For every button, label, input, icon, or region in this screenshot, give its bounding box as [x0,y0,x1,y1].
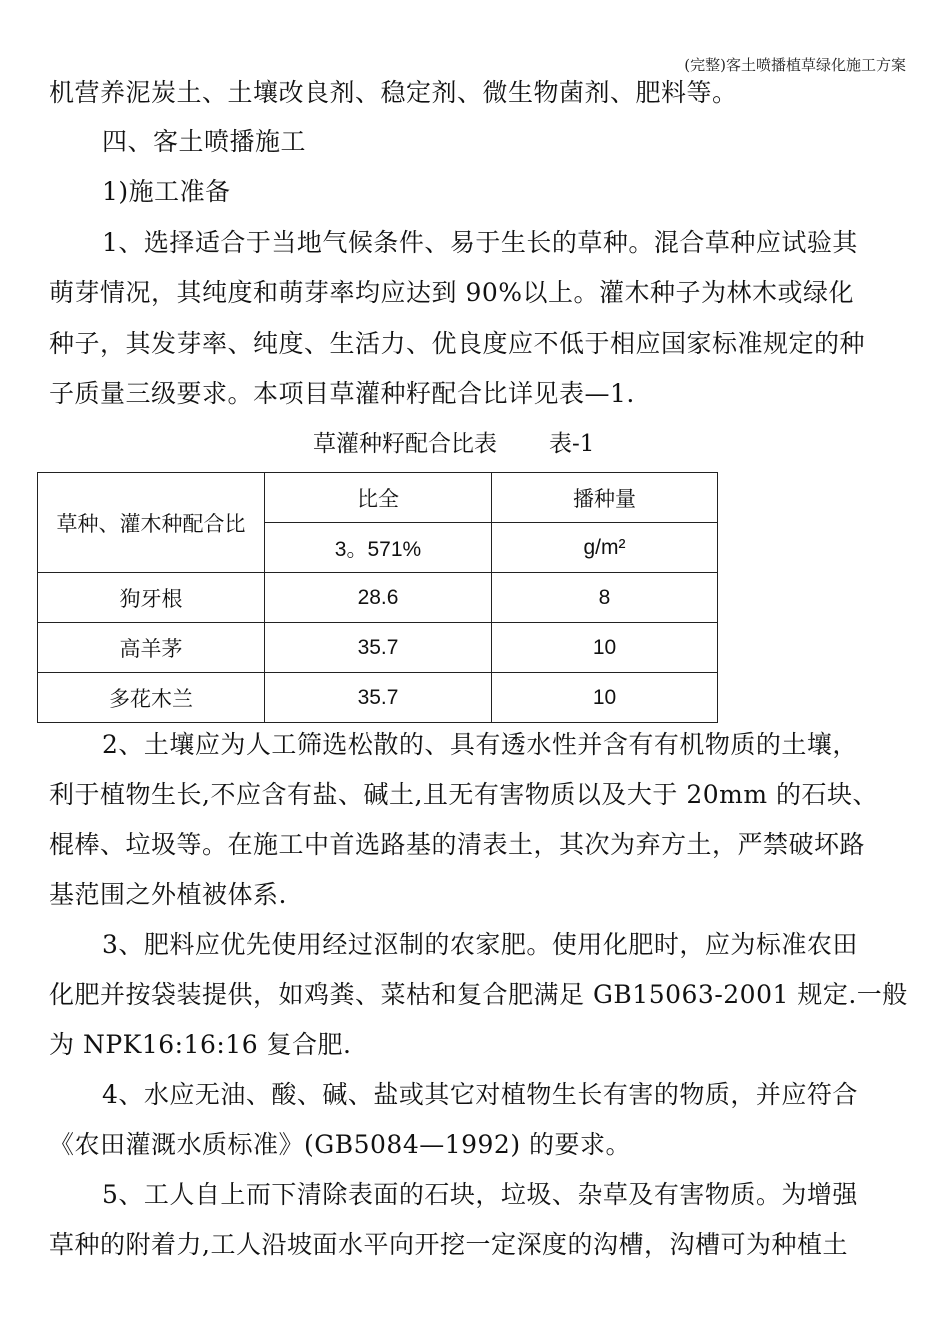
ratio-column-header: 比全 [265,473,492,523]
running-header: (完整)客土喷播植草绿化施工方案 [684,56,906,74]
row-header-cell: 草种、灌木种配合比 [38,473,265,573]
table-caption-title: 草灌种籽配合比表 [313,431,497,457]
table-row [38,673,718,723]
para1-line: 萌芽情况，其纯度和萌芽率均应达到 90%以上。灌木种子为林木或绿化 [49,278,855,307]
table-row [38,623,718,673]
intro-line: 机营养泥炭土、土壤改良剂、稳定剂、微生物菌剂、肥料等。 [49,78,738,107]
para5-line: 草种的附着力,工人沿坡面水平向开挖一定深度的沟槽，沟槽可为种植土 [49,1230,848,1259]
species-amount: 10 [492,623,718,673]
para3-line: 化肥并按袋装提供，如鸡粪、菜枯和复合肥满足 GB15063-2001 规定.一般 [49,980,908,1009]
para1-line: 种子，其发芽率、纯度、生活力、优良度应不低于相应国家标准规定的种 [49,329,866,358]
para2-line: 2、土壤应为人工筛选松散的、具有透水性并含有有机物质的土壤， [102,730,858,759]
species-amount: 8 [492,573,718,623]
amount-column-header: 播种量 [492,473,718,523]
para1-line: 子质量三级要求。本项目草灌种籽配合比详见表—1. [49,379,635,408]
species-ratio: 35.7 [265,623,492,673]
amount-unit-cell: g/m² [492,523,718,573]
para4-line: 《农田灌溉水质标准》(GB5084—1992) 的要求。 [49,1130,632,1159]
para3-line: 3、肥料应优先使用经过沤制的农家肥。使用化肥时，应为标准农田 [102,930,858,959]
table-number: 表-1 [549,431,595,457]
para1-line: 1、选择适合于当地气候条件、易于生长的草种。混合草种应试验其 [102,228,858,257]
seed-mix-table [37,472,718,723]
species-ratio: 28.6 [265,573,492,623]
subsection-heading: 1)施工准备 [102,177,231,206]
para4-line: 4、水应无油、酸、碱、盐或其它对植物生长有害的物质，并应符合 [102,1080,858,1109]
species-name: 高羊茅 [38,623,265,673]
para2-line: 棍棒、垃圾等。在施工中首选路基的清表土，其次为弃方土，严禁破坏路 [49,830,866,859]
table-row [38,573,718,623]
para5-line: 5、工人自上而下清除表面的石块，垃圾、杂草及有害物质。为增强 [102,1180,858,1209]
section-heading: 四、客土喷播施工 [102,127,307,156]
para3-line: 为 NPK16:16:16 复合肥. [49,1030,352,1059]
table-caption [313,425,594,458]
para2-line: 利于植物生长,不应含有盐、碱土,且无有害物质以及大于 20mm 的石块、 [49,780,879,809]
para2-line: 基范围之外植被体系. [49,880,287,909]
species-ratio: 35.7 [265,673,492,723]
ratio-note-cell: 3。571% [265,523,492,573]
species-amount: 10 [492,673,718,723]
species-name: 狗牙根 [38,573,265,623]
species-name: 多花木兰 [38,673,265,723]
